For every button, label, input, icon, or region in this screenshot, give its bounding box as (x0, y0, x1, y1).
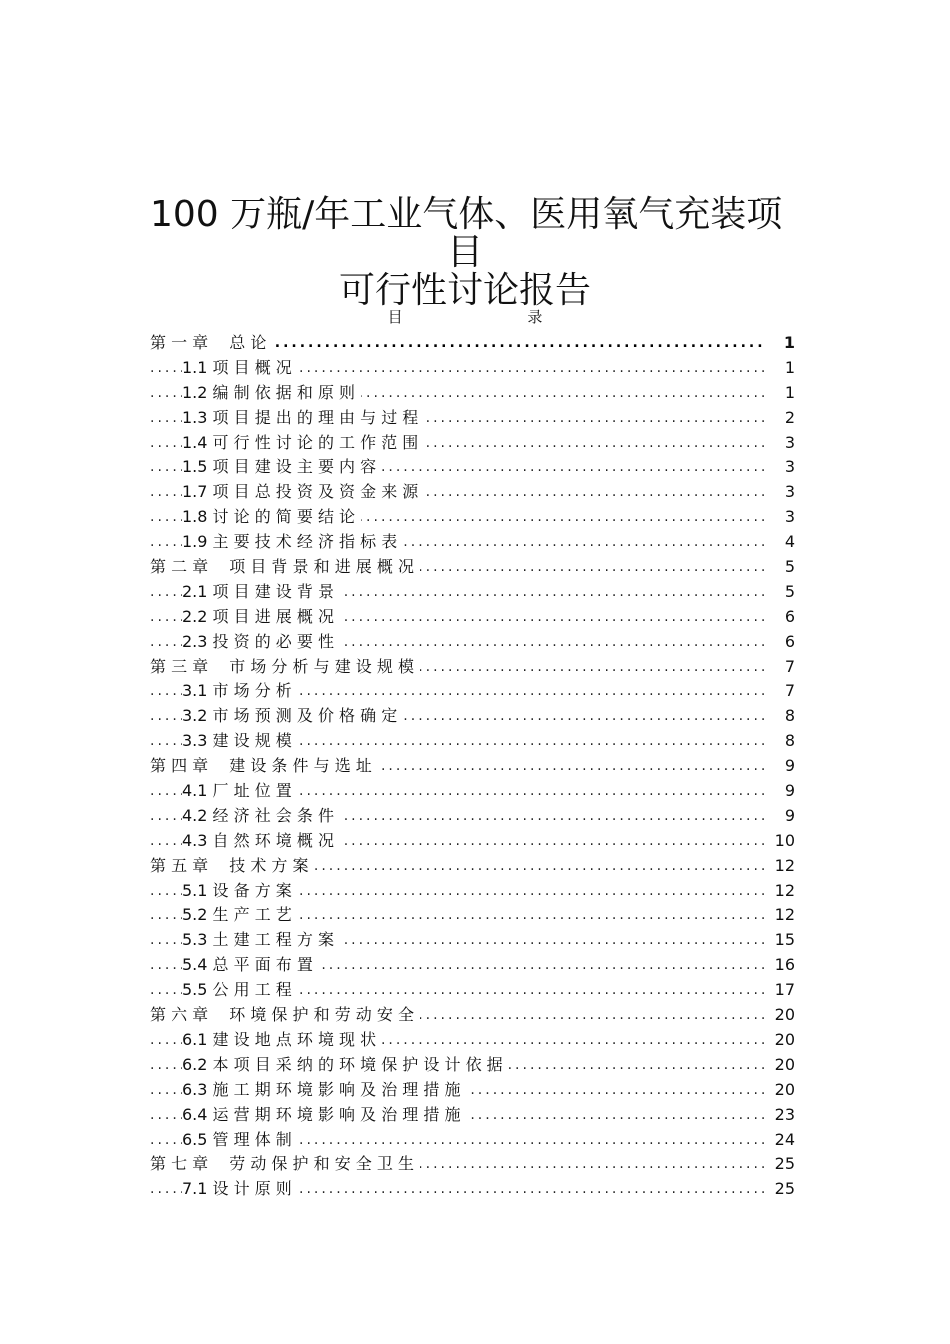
toc-entry-label: 3.3 建 设 规 模 (182, 729, 298, 754)
toc-section-entry[interactable] (150, 1028, 795, 1053)
title-line-3: 可行性讨论报告 (338, 270, 591, 311)
toc-entry-label: 5.2 生 产 工 艺 (182, 903, 298, 928)
toc-page-number: 6 (765, 630, 795, 655)
toc-entry-label: 1.1 项 目 概 况 (182, 356, 298, 381)
title-line-1: 100 万瓶/年工业气体、医用氧气充装项 (150, 194, 783, 235)
toc-page-number: 9 (765, 779, 795, 804)
toc-section-entry[interactable] (150, 605, 795, 630)
toc-entry-label: 1.3 项 目 提 出 的 理 由 与 过 程 (182, 406, 424, 431)
toc-entry-label: 1.2 编 制 依 据 和 原 则 (182, 381, 361, 406)
toc-page-number: 5 (765, 555, 795, 580)
toc-entry-label: 5.4 总 平 面 布 置 (182, 953, 319, 978)
toc-section-entry[interactable] (150, 1078, 795, 1103)
toc-section-entry[interactable] (150, 480, 795, 505)
toc-chapter-entry[interactable] (150, 1152, 795, 1177)
toc-entry-label: 5.5 公 用 工 程 (182, 978, 298, 1003)
toc-page-number: 17 (765, 978, 795, 1003)
toc-page-number: 12 (765, 879, 795, 904)
toc-page-number: 12 (765, 903, 795, 928)
toc-page-number: 9 (765, 754, 795, 779)
toc-entry-label: 1.8 讨 论 的 简 要 结 论 (182, 505, 361, 530)
toc-entry-label: 第 一 章 总 论 (150, 331, 272, 356)
toc-page-number: 2 (765, 406, 795, 431)
toc-entry-label: 4.2 经 济 社 会 条 件 (182, 804, 340, 829)
toc-entry-label: 1.7 项 目 总 投 资 及 资 金 来 源 (182, 480, 424, 505)
toc-page-number: 20 (765, 1028, 795, 1053)
toc-section-entry[interactable] (150, 779, 795, 804)
toc-entry-label: 7.1 设 计 原 则 (182, 1177, 298, 1202)
toc-page-number: 25 (765, 1152, 795, 1177)
toc-section-entry[interactable] (150, 679, 795, 704)
toc-chapter-entry[interactable] (150, 1003, 795, 1028)
toc-page-number: 20 (765, 1003, 795, 1028)
toc-entry-label: 3.1 市 场 分 析 (182, 679, 298, 704)
toc-page-number: 1 (765, 331, 795, 356)
toc-entry-label: 第 三 章 市 场 分 析 与 建 设 规 模 (150, 655, 420, 680)
toc-section-entry[interactable] (150, 356, 795, 381)
toc-section-entry[interactable] (150, 505, 795, 530)
toc-page-number: 7 (765, 679, 795, 704)
toc-section-entry[interactable] (150, 530, 795, 555)
toc-entry-label: 1.9 主 要 技 术 经 济 指 标 表 (182, 530, 403, 555)
toc-entry-label: 4.1 厂 址 位 置 (182, 779, 298, 804)
toc-entry-label: 6.5 管 理 体 制 (182, 1128, 298, 1153)
toc-page-number: 15 (765, 928, 795, 953)
toc-section-entry[interactable] (150, 729, 795, 754)
toc-chapter-entry[interactable] (150, 655, 795, 680)
toc-entry-label: 6.3 施 工 期 环 境 影 响 及 治 理 措 施 (182, 1078, 466, 1103)
toc-section-entry[interactable] (150, 978, 795, 1003)
toc-entry-label: 1.4 可 行 性 讨 论 的 工 作 范 围 (182, 431, 424, 456)
toc-entry-label: 第 四 章 建 设 条 件 与 选 址 (150, 754, 378, 779)
toc-section-entry[interactable] (150, 455, 795, 480)
toc-chapter-entry[interactable] (150, 854, 795, 879)
toc-section-entry[interactable] (150, 829, 795, 854)
toc-chapter-entry[interactable] (150, 754, 795, 779)
toc-page-number: 3 (765, 455, 795, 480)
toc-section-entry[interactable] (150, 1128, 795, 1153)
toc-section-entry[interactable] (150, 431, 795, 456)
toc-page-number: 8 (765, 704, 795, 729)
toc-entry-label: 5.3 土 建 工 程 方 案 (182, 928, 340, 953)
toc-entry-label: 2.3 投 资 的 必 要 性 (182, 630, 340, 655)
toc-section-entry[interactable] (150, 580, 795, 605)
toc-entry-label: 6.1 建 设 地 点 环 境 现 状 (182, 1028, 382, 1053)
toc-page-number: 20 (765, 1053, 795, 1078)
toc-entry-label: 第 六 章 环 境 保 护 和 劳 动 安 全 (150, 1003, 420, 1028)
toc-section-entry[interactable] (150, 1103, 795, 1128)
toc-section-entry[interactable] (150, 381, 795, 406)
toc-page-number: 23 (765, 1103, 795, 1128)
toc-page-number: 1 (765, 381, 795, 406)
toc-entry-label: 2.2 项 目 进 展 概 况 (182, 605, 340, 630)
document-title (150, 194, 783, 311)
table-of-contents (150, 331, 795, 1202)
toc-page-number: 5 (765, 580, 795, 605)
toc-section-entry[interactable] (150, 1053, 795, 1078)
toc-page-number: 12 (765, 854, 795, 879)
toc-section-entry[interactable] (150, 704, 795, 729)
toc-entry-label: 6.2 本 项 目 采 纳 的 环 境 保 护 设 计 依 据 (182, 1053, 509, 1078)
toc-section-entry[interactable] (150, 879, 795, 904)
toc-page-number: 7 (765, 655, 795, 680)
title-line-2: 目 (446, 232, 483, 273)
toc-section-entry[interactable] (150, 804, 795, 829)
toc-entry-label: 1.5 项 目 建 设 主 要 内 容 (182, 455, 382, 480)
toc-section-entry[interactable] (150, 630, 795, 655)
toc-entry-label: 5.1 设 备 方 案 (182, 879, 298, 904)
toc-entry-label: 4.3 自 然 环 境 概 况 (182, 829, 340, 854)
toc-page-number: 1 (765, 356, 795, 381)
toc-entry-label: 第 七 章 劳 动 保 护 和 安 全 卫 生 (150, 1152, 420, 1177)
toc-page-number: 3 (765, 505, 795, 530)
toc-page-number: 6 (765, 605, 795, 630)
toc-page-number: 3 (765, 480, 795, 505)
toc-page-number: 16 (765, 953, 795, 978)
toc-page-number: 8 (765, 729, 795, 754)
toc-page-number: 24 (765, 1128, 795, 1153)
toc-chapter-entry[interactable] (150, 555, 795, 580)
toc-page-number: 20 (765, 1078, 795, 1103)
toc-section-entry[interactable] (150, 1177, 795, 1202)
toc-entry-label: 第 五 章 技 术 方 案 (150, 854, 315, 879)
toc-entry-label: 2.1 项 目 建 设 背 景 (182, 580, 340, 605)
toc-section-entry[interactable] (150, 928, 795, 953)
toc-heading: 目 录 (387, 308, 603, 326)
toc-entry-label: 6.4 运 营 期 环 境 影 响 及 治 理 措 施 (182, 1103, 466, 1128)
toc-page-number: 3 (765, 431, 795, 456)
toc-page-number: 4 (765, 530, 795, 555)
toc-section-entry[interactable] (150, 953, 795, 978)
toc-page-number: 9 (765, 804, 795, 829)
toc-chapter-entry[interactable] (150, 331, 795, 356)
toc-entry-label: 3.2 市 场 预 测 及 价 格 确 定 (182, 704, 403, 729)
toc-entry-label: 第 二 章 项 目 背 景 和 进 展 概 况 (150, 555, 420, 580)
toc-page-number: 10 (765, 829, 795, 854)
toc-section-entry[interactable] (150, 903, 795, 928)
toc-section-entry[interactable] (150, 406, 795, 431)
toc-page-number: 25 (765, 1177, 795, 1202)
